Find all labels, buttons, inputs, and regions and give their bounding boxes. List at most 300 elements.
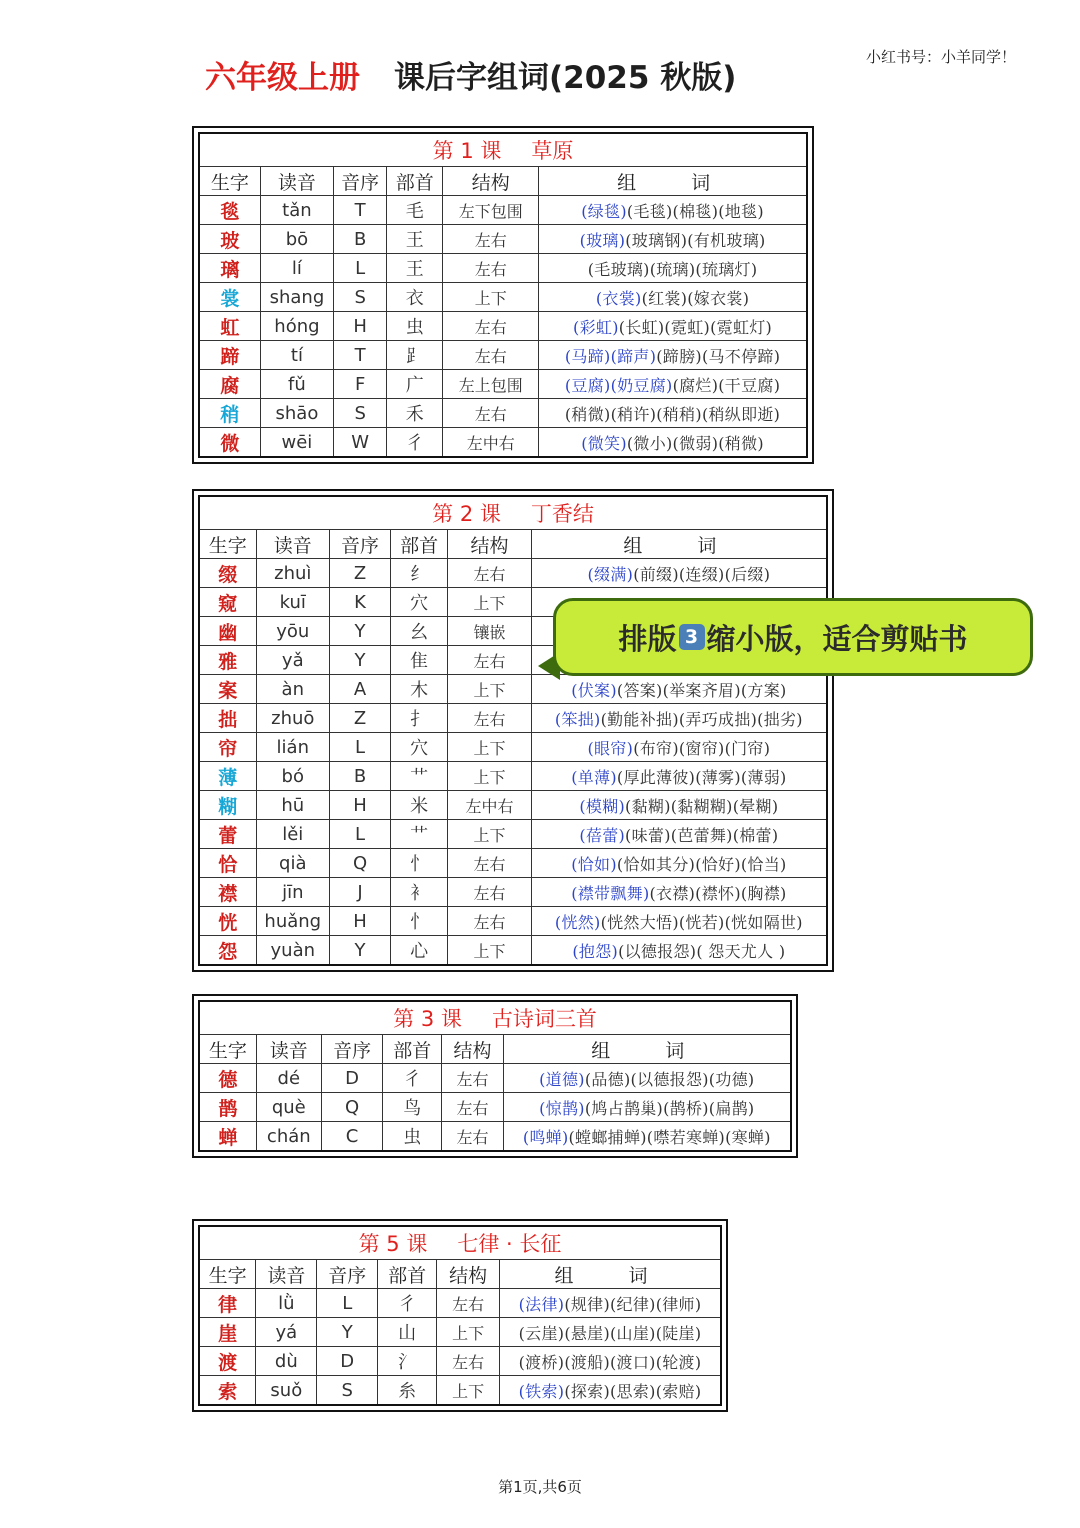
header-words: 组 词: [539, 167, 807, 196]
other-words: (勤能补拙)(弄巧成拙)(拙劣): [600, 709, 803, 729]
highlighted-words: (模糊): [579, 796, 626, 816]
char-cell: 恰: [199, 849, 256, 878]
index-letter-cell: Y: [329, 646, 390, 675]
words-cell: [531, 704, 827, 733]
other-words: (恰如其分)(恰好)(恰当): [616, 854, 787, 874]
index-letter-cell: Q: [329, 849, 390, 878]
pinyin-cell: lěi: [256, 820, 329, 849]
index-letter-cell: J: [329, 878, 390, 907]
table-row: [199, 762, 827, 791]
other-words: (云崖)(悬崖)(山崖)(陡崖): [518, 1323, 702, 1343]
lesson-caption: [199, 1001, 791, 1035]
radical-cell: 衤: [391, 878, 448, 907]
pinyin-cell: zhuō: [256, 704, 329, 733]
index-letter-cell: B: [329, 762, 390, 791]
other-words: (毛毯)(棉毯)(地毯): [626, 201, 764, 221]
other-words: (衣襟)(襟怀)(胸襟): [649, 883, 787, 903]
header-radical: 部首: [383, 1035, 442, 1064]
radical-cell: 心: [391, 936, 448, 966]
table-row: [199, 820, 827, 849]
structure-cell: 左右: [443, 312, 539, 341]
radical-cell: 王: [387, 225, 443, 254]
index-letter-cell: T: [334, 341, 387, 370]
table-row: [199, 675, 827, 704]
index-letter-cell: W: [334, 428, 387, 458]
table-row: [199, 312, 807, 341]
other-words: (恍然大悟)(恍若)(恍如隔世): [600, 912, 803, 932]
index-letter-cell: K: [329, 588, 390, 617]
highlighted-words: (恰如): [571, 854, 617, 874]
char-cell: 蝉: [199, 1122, 256, 1152]
other-words: (规律)(纪律)(律师): [564, 1294, 702, 1314]
index-letter-cell: Z: [329, 559, 390, 588]
pinyin-cell: tǎn: [260, 196, 333, 225]
header-char: 生字: [199, 1260, 256, 1289]
header-index: 音序: [329, 530, 390, 559]
lesson-table-2: [192, 489, 834, 972]
pinyin-cell: bō: [260, 225, 333, 254]
other-words: (品德)(以德报怨)(功德): [584, 1069, 755, 1089]
pinyin-cell: kuī: [256, 588, 329, 617]
lesson-name: 古诗词三首: [491, 1007, 597, 1031]
table-row: [199, 1122, 791, 1152]
lesson-table-5: [192, 1219, 728, 1412]
pinyin-cell: àn: [256, 675, 329, 704]
char-cell: 腐: [199, 370, 260, 399]
page-title: [205, 52, 736, 97]
table-row: [199, 399, 807, 428]
char-cell: 渡: [199, 1347, 256, 1376]
highlighted-words: (法律): [518, 1294, 565, 1314]
char-cell: 糊: [199, 791, 256, 820]
lesson-number: 第 2 课: [432, 502, 501, 526]
subject-title: 课后字组词(2025 秋版): [394, 60, 737, 96]
index-letter-cell: Q: [321, 1093, 382, 1122]
radical-cell: 木: [391, 675, 448, 704]
structure-cell: 左右: [448, 646, 532, 675]
index-letter-cell: H: [329, 791, 390, 820]
radical-cell: 氵: [378, 1347, 437, 1376]
header-words: 组 词: [500, 1260, 721, 1289]
pinyin-cell: bó: [256, 762, 329, 791]
header-structure: 结构: [443, 167, 539, 196]
highlighted-words: (笨拙): [554, 709, 601, 729]
pinyin-cell: suǒ: [256, 1376, 317, 1406]
header-index: 音序: [321, 1035, 382, 1064]
structure-cell: 左右: [448, 878, 532, 907]
pinyin-cell: dù: [256, 1347, 317, 1376]
header-structure: 结构: [448, 530, 532, 559]
header-char: 生字: [199, 1035, 256, 1064]
pinyin-cell: qià: [256, 849, 329, 878]
radical-cell: 艹: [391, 762, 448, 791]
radical-cell: 虫: [387, 312, 443, 341]
index-letter-cell: A: [329, 675, 390, 704]
words-cell: [539, 225, 807, 254]
other-words: (鸠占鹊巢)(鹊桥)(扁鹊): [584, 1098, 755, 1118]
index-letter-cell: C: [321, 1122, 382, 1152]
char-cell: 虹: [199, 312, 260, 341]
structure-cell: 左右: [442, 1064, 503, 1093]
other-words: (黏糊)(黏糊糊)(晕糊): [625, 796, 779, 816]
words-cell: [539, 196, 807, 225]
pinyin-cell: lǜ: [256, 1289, 317, 1318]
char-cell: 律: [199, 1289, 256, 1318]
bubble-text-after: 缩小版，适合剪贴书: [706, 621, 968, 656]
pinyin-cell: zhuì: [256, 559, 329, 588]
char-cell: 雅: [199, 646, 256, 675]
char-cell: 恍: [199, 907, 256, 936]
index-letter-cell: L: [329, 733, 390, 762]
index-letter-cell: L: [329, 820, 390, 849]
other-words: (探索)(思索)(索赔): [564, 1381, 702, 1401]
lesson-name: 丁香结: [530, 502, 594, 526]
words-cell: [531, 762, 827, 791]
radical-cell: 扌: [391, 704, 448, 733]
pinyin-cell: hóng: [260, 312, 333, 341]
header-pinyin: 读音: [256, 530, 329, 559]
radical-cell: 纟: [391, 559, 448, 588]
highlighted-words: (恍然): [554, 912, 601, 932]
other-words: (玻璃钢)(有机玻璃): [625, 230, 766, 250]
highlighted-words: (铁索): [518, 1381, 565, 1401]
header-structure: 结构: [442, 1035, 503, 1064]
structure-cell: 左右: [437, 1347, 500, 1376]
words-cell: [500, 1318, 721, 1347]
grade-title: 六年级上册: [205, 60, 360, 96]
char-cell: 拙: [199, 704, 256, 733]
structure-cell: 上下: [448, 762, 532, 791]
words-cell: [503, 1064, 791, 1093]
structure-cell: 左右: [443, 399, 539, 428]
other-words: (味蕾)(芭蕾舞)(棉蕾): [625, 825, 779, 845]
structure-cell: 左上包围: [443, 370, 539, 399]
char-cell: 索: [199, 1376, 256, 1406]
pinyin-cell: dé: [256, 1064, 321, 1093]
highlighted-words: (微笑): [581, 433, 627, 453]
char-cell: 帘: [199, 733, 256, 762]
highlighted-words: (彩虹): [573, 317, 619, 337]
radical-cell: 禾: [387, 399, 443, 428]
header-char: 生字: [199, 167, 260, 196]
char-cell: 薄: [199, 762, 256, 791]
table-row: [199, 791, 827, 820]
header-radical: 部首: [378, 1260, 437, 1289]
words-cell: [531, 675, 827, 704]
lesson-table-1: [192, 126, 814, 464]
structure-cell: 左右: [443, 254, 539, 283]
pinyin-cell: wēi: [260, 428, 333, 458]
radical-cell: ⻊: [387, 341, 443, 370]
char-cell: 窥: [199, 588, 256, 617]
words-cell: [531, 878, 827, 907]
table-row: [199, 370, 807, 399]
highlighted-words: (蓓蕾): [579, 825, 626, 845]
radical-cell: 山: [378, 1318, 437, 1347]
highlighted-words: (道德): [539, 1069, 585, 1089]
other-words: (稍微)(稍许)(稍稍)(稍纵即逝): [564, 404, 781, 424]
highlighted-words: (惊鹊): [539, 1098, 585, 1118]
structure-cell: 左下包围: [443, 196, 539, 225]
radical-cell: 彳: [383, 1064, 442, 1093]
structure-cell: 左中右: [443, 428, 539, 458]
char-cell: 微: [199, 428, 260, 458]
other-words: (渡桥)(渡船)(渡口)(轮渡): [518, 1352, 702, 1372]
pinyin-cell: yǎ: [256, 646, 329, 675]
header-words: 组 词: [531, 530, 827, 559]
radical-cell: 彳: [378, 1289, 437, 1318]
char-cell: 鹊: [199, 1093, 256, 1122]
table-row: [199, 225, 807, 254]
structure-cell: 左右: [448, 907, 532, 936]
radical-cell: 糸: [378, 1376, 437, 1406]
structure-cell: 上下: [437, 1318, 500, 1347]
lesson-caption: [199, 133, 807, 167]
table-row: [199, 1093, 791, 1122]
radical-cell: 鸟: [383, 1093, 442, 1122]
header-index: 音序: [317, 1260, 378, 1289]
pinyin-cell: chán: [256, 1122, 321, 1152]
radical-cell: 衣: [387, 283, 443, 312]
words-cell: [539, 370, 807, 399]
lesson-caption: [199, 496, 827, 530]
table-row: [199, 1376, 721, 1406]
words-cell: [531, 849, 827, 878]
char-cell: 襟: [199, 878, 256, 907]
words-cell: [500, 1376, 721, 1406]
table-row: [199, 1289, 721, 1318]
table-row: [199, 1318, 721, 1347]
lesson-name: 草原: [531, 139, 574, 163]
other-words: (毛玻璃)(琉璃)(琉璃灯): [587, 259, 758, 279]
index-letter-cell: T: [334, 196, 387, 225]
structure-cell: 左右: [442, 1093, 503, 1122]
index-letter-cell: F: [334, 370, 387, 399]
structure-cell: 上下: [448, 820, 532, 849]
page-footer: 第1页,共6页: [498, 1478, 582, 1496]
structure-cell: 上下: [448, 936, 532, 966]
pinyin-cell: huǎng: [256, 907, 329, 936]
words-cell: [500, 1289, 721, 1318]
header-words: 组 词: [503, 1035, 791, 1064]
char-cell: 幽: [199, 617, 256, 646]
radical-cell: 穴: [391, 733, 448, 762]
table-row: [199, 878, 827, 907]
header-pinyin: 读音: [256, 1035, 321, 1064]
table-row: [199, 341, 807, 370]
structure-cell: 左右: [442, 1122, 503, 1152]
other-words: (布帘)(窗帘)(门帘): [633, 738, 771, 758]
char-cell: 缀: [199, 559, 256, 588]
highlighted-words: (玻璃): [579, 230, 626, 250]
table-row: [199, 283, 807, 312]
index-letter-cell: Y: [329, 936, 390, 966]
other-words: (螳螂捕蝉)(噤若寒蝉)(寒蝉): [568, 1127, 771, 1147]
char-cell: 怨: [199, 936, 256, 966]
table-row: [199, 704, 827, 733]
structure-cell: 左右: [448, 704, 532, 733]
structure-cell: 上下: [448, 588, 532, 617]
pinyin-cell: yōu: [256, 617, 329, 646]
other-words: (厚此薄彼)(薄雾)(薄弱): [616, 767, 787, 787]
lesson-number: 第 1 课: [432, 139, 502, 163]
lesson-number: 第 3 课: [393, 1007, 462, 1031]
highlighted-words: (缀满): [587, 564, 634, 584]
table-row: [199, 254, 807, 283]
structure-cell: 左右: [448, 849, 532, 878]
char-cell: 蕾: [199, 820, 256, 849]
lesson-number: 第 5 课: [358, 1232, 428, 1256]
radical-cell: 隹: [391, 646, 448, 675]
pinyin-cell: lián: [256, 733, 329, 762]
pinyin-cell: shāo: [260, 399, 333, 428]
table-row: [199, 733, 827, 762]
radical-cell: 王: [387, 254, 443, 283]
bubble-text-before: 排版: [618, 621, 677, 656]
structure-cell: 左中右: [448, 791, 532, 820]
index-letter-cell: L: [317, 1289, 378, 1318]
other-words: (前缀)(连缀)(后缀): [633, 564, 771, 584]
other-words: (红裳)(嫁衣裳): [641, 288, 750, 308]
pinyin-cell: lí: [260, 254, 333, 283]
index-letter-cell: Y: [317, 1318, 378, 1347]
header-radical: 部首: [387, 167, 443, 196]
char-cell: 案: [199, 675, 256, 704]
words-cell: [539, 312, 807, 341]
structure-cell: 左右: [443, 225, 539, 254]
table-row: [199, 1064, 791, 1093]
highlighted-words: (单薄): [571, 767, 617, 787]
lesson-table-3: [192, 994, 798, 1158]
structure-cell: 左右: [437, 1289, 500, 1318]
words-cell: [500, 1347, 721, 1376]
radical-cell: 忄: [391, 849, 448, 878]
table-row: [199, 936, 827, 966]
structure-cell: 上下: [443, 283, 539, 312]
speech-bubble: [553, 598, 1033, 676]
highlighted-words: (衣裳): [595, 288, 642, 308]
words-cell: [531, 733, 827, 762]
highlighted-words: (伏案): [571, 680, 617, 700]
highlighted-words: (马蹄)(蹄声): [564, 346, 657, 366]
header-pinyin: 读音: [256, 1260, 317, 1289]
table-row: [199, 428, 807, 458]
radical-cell: 忄: [391, 907, 448, 936]
highlighted-words: (襟带飘舞): [571, 883, 650, 903]
other-words: (以德报怨)( 怨天尤人 ): [618, 941, 786, 961]
pinyin-cell: fǔ: [260, 370, 333, 399]
char-cell: 崖: [199, 1318, 256, 1347]
other-words: (腐烂)(干豆腐): [672, 375, 781, 395]
index-letter-cell: L: [334, 254, 387, 283]
table-row: [199, 196, 807, 225]
other-words: (微小)(微弱)(稍微): [626, 433, 764, 453]
radical-cell: 米: [391, 791, 448, 820]
pinyin-cell: yá: [256, 1318, 317, 1347]
header-structure: 结构: [437, 1260, 500, 1289]
words-cell: [531, 820, 827, 849]
words-cell: [531, 936, 827, 966]
index-letter-cell: S: [334, 399, 387, 428]
index-letter-cell: S: [334, 283, 387, 312]
radical-cell: 虫: [383, 1122, 442, 1152]
index-letter-cell: H: [329, 907, 390, 936]
radical-cell: 幺: [391, 617, 448, 646]
radical-cell: 广: [387, 370, 443, 399]
index-letter-cell: H: [334, 312, 387, 341]
words-cell: [531, 907, 827, 936]
char-cell: 德: [199, 1064, 256, 1093]
pinyin-cell: jīn: [256, 878, 329, 907]
words-cell: [503, 1093, 791, 1122]
index-letter-cell: Z: [329, 704, 390, 733]
highlighted-words: (抱怨): [572, 941, 619, 961]
char-cell: 璃: [199, 254, 260, 283]
table-row: [199, 849, 827, 878]
corner-note: 小红书号：小羊同学！: [866, 48, 1017, 66]
char-cell: 玻: [199, 225, 260, 254]
highlighted-words: (豆腐)(奶豆腐): [564, 375, 673, 395]
header-pinyin: 读音: [260, 167, 333, 196]
words-cell: [539, 283, 807, 312]
structure-cell: 左右: [443, 341, 539, 370]
index-letter-cell: Y: [329, 617, 390, 646]
structure-cell: 镶嵌: [448, 617, 532, 646]
highlighted-words: (绿毯): [581, 201, 627, 221]
header-char: 生字: [199, 530, 256, 559]
radical-cell: 艹: [391, 820, 448, 849]
pinyin-cell: shang: [260, 283, 333, 312]
index-letter-cell: S: [317, 1376, 378, 1406]
index-letter-cell: D: [321, 1064, 382, 1093]
words-cell: [503, 1122, 791, 1152]
radical-cell: 彳: [387, 428, 443, 458]
words-cell: [539, 399, 807, 428]
char-cell: 稍: [199, 399, 260, 428]
table-row: [199, 559, 827, 588]
radical-cell: 穴: [391, 588, 448, 617]
radical-cell: 毛: [387, 196, 443, 225]
index-letter-cell: B: [334, 225, 387, 254]
words-cell: [531, 791, 827, 820]
char-cell: 裳: [199, 283, 260, 312]
other-words: (蹄膀)(马不停蹄): [656, 346, 781, 366]
table-row: [199, 1347, 721, 1376]
structure-cell: 上下: [437, 1376, 500, 1406]
pinyin-cell: tí: [260, 341, 333, 370]
pinyin-cell: hū: [256, 791, 329, 820]
header-radical: 部首: [391, 530, 448, 559]
structure-cell: 上下: [448, 733, 532, 762]
words-cell: [539, 428, 807, 458]
structure-cell: 左右: [448, 559, 532, 588]
pinyin-cell: yuàn: [256, 936, 329, 966]
table-row: [199, 907, 827, 936]
char-cell: 蹄: [199, 341, 260, 370]
other-words: (答案)(举案齐眉)(方案): [616, 680, 787, 700]
words-cell: [539, 254, 807, 283]
header-index: 音序: [334, 167, 387, 196]
highlighted-words: (眼帘): [587, 738, 634, 758]
number-three-badge-icon: 3: [679, 624, 705, 650]
other-words: (长虹)(霓虹)(霓虹灯): [618, 317, 773, 337]
words-cell: [531, 559, 827, 588]
highlighted-words: (鸣蝉): [522, 1127, 569, 1147]
char-cell: 毯: [199, 196, 260, 225]
lesson-name: 七律 · 长征: [457, 1232, 562, 1256]
index-letter-cell: D: [317, 1347, 378, 1376]
pinyin-cell: què: [256, 1093, 321, 1122]
